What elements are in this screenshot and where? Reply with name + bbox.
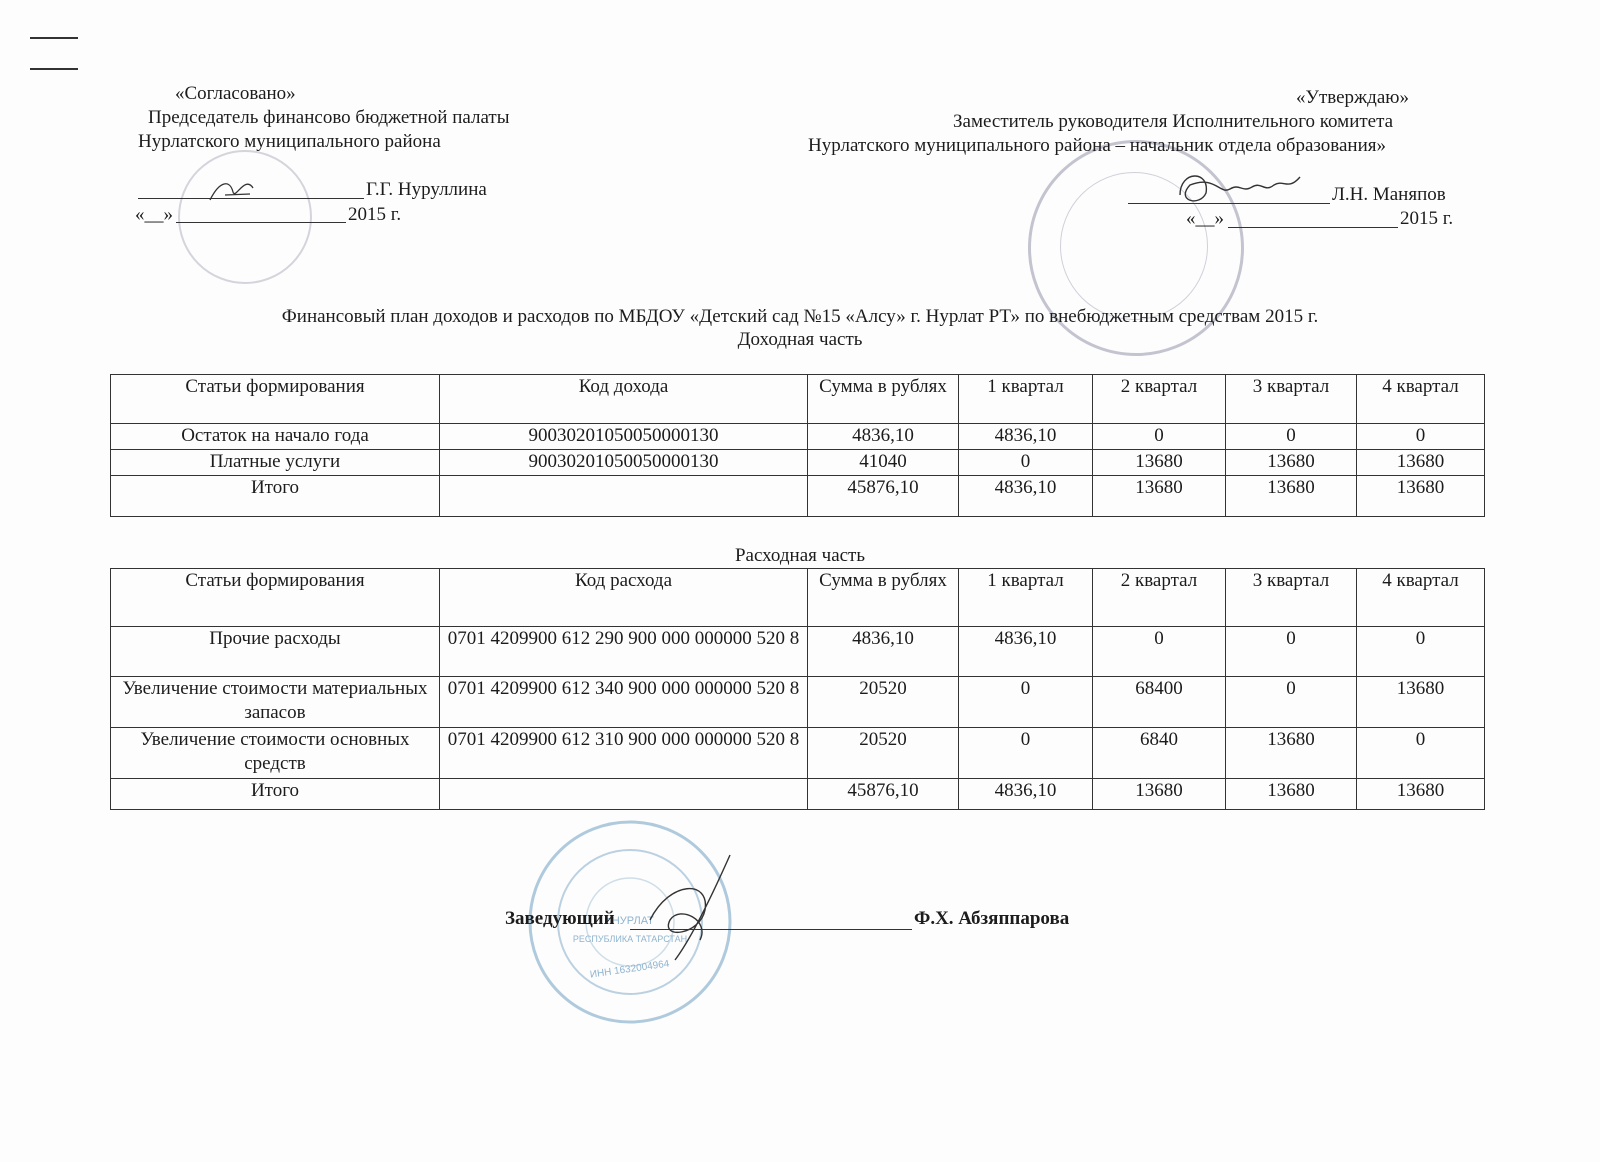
right-signatory: Л.Н. Маняпов bbox=[1332, 184, 1446, 205]
expense-table bbox=[110, 568, 1485, 810]
table-cell: 90030201050050000130 bbox=[440, 450, 808, 476]
income-header-row bbox=[111, 375, 1485, 424]
expense-header-cell: 4 квартал bbox=[1357, 569, 1485, 627]
table-cell bbox=[440, 476, 808, 517]
income-total-row bbox=[111, 476, 1485, 517]
right-approval-line1: Заместитель руководителя Исполнительного комитета bbox=[953, 111, 1394, 132]
expense-heading: Расходная часть bbox=[734, 545, 866, 566]
table-cell: 13680 bbox=[1357, 450, 1485, 476]
footer-signature-mark bbox=[620, 850, 750, 970]
table-cell: 13680 bbox=[1226, 476, 1357, 517]
table-cell: Увеличение стоимости материальных запасов bbox=[111, 677, 440, 728]
table-row bbox=[111, 677, 1485, 728]
table-cell: 4836,10 bbox=[959, 627, 1093, 677]
expense-total-row bbox=[111, 779, 1485, 810]
income-header-cell: 1 квартал bbox=[959, 375, 1093, 424]
table-cell: 13680 bbox=[1226, 779, 1357, 810]
table-cell: 4836,10 bbox=[959, 476, 1093, 517]
footer-role: Заведующий bbox=[505, 908, 615, 929]
table-cell: 0 bbox=[959, 450, 1093, 476]
table-cell bbox=[440, 779, 808, 810]
table-cell: 0 bbox=[1093, 627, 1226, 677]
table-row bbox=[111, 450, 1485, 476]
stamp-city: г.НУРЛАТ bbox=[606, 915, 654, 927]
table-cell: 4836,10 bbox=[959, 779, 1093, 810]
table-cell: Итого bbox=[111, 476, 440, 517]
expense-header-cell: 1 квартал bbox=[959, 569, 1093, 627]
table-cell: 13680 bbox=[1093, 450, 1226, 476]
income-header-cell: Сумма в рублях bbox=[808, 375, 959, 424]
table-cell: 4836,10 bbox=[808, 627, 959, 677]
table-cell: 0701 4209900 612 310 900 000 000000 520 8 bbox=[440, 728, 808, 779]
expense-header-row bbox=[111, 569, 1485, 627]
table-cell: 41040 bbox=[808, 450, 959, 476]
table-cell: 0 bbox=[1357, 728, 1485, 779]
corner-mark bbox=[30, 68, 78, 70]
table-cell: 0 bbox=[1093, 424, 1226, 450]
left-approval-line1: Председатель финансово бюджетной палаты bbox=[148, 107, 510, 128]
table-cell: 13680 bbox=[1093, 476, 1226, 517]
left-signature-mark bbox=[205, 170, 265, 210]
table-cell: Прочие расходы bbox=[111, 627, 440, 677]
table-cell: 0 bbox=[1226, 627, 1357, 677]
left-approval-line2: Нурлатского муниципального района bbox=[138, 131, 441, 152]
right-date-line bbox=[1228, 227, 1398, 228]
table-cell: 0 bbox=[959, 728, 1093, 779]
table-cell: 0 bbox=[1357, 627, 1485, 677]
table-cell: Увеличение стоимости основных средств bbox=[111, 728, 440, 779]
table-cell: 45876,10 bbox=[808, 476, 959, 517]
table-row bbox=[111, 728, 1485, 779]
table-row bbox=[111, 627, 1485, 677]
income-header-cell: Статьи формирования bbox=[111, 375, 440, 424]
corner-mark bbox=[30, 37, 78, 39]
footer-name: Ф.Х. Абзяппарова bbox=[914, 908, 1070, 929]
right-approval-line2: Нурлатского муниципального района – начальник отдела образования» bbox=[808, 135, 1386, 156]
table-cell: 0 bbox=[1357, 424, 1485, 450]
stamp-label: РЕСПУБЛИКА ТАТАРСТАН bbox=[572, 934, 688, 944]
table-cell: Остаток на начало года bbox=[111, 424, 440, 450]
table-cell: 4836,10 bbox=[808, 424, 959, 450]
income-header-cell: 2 квартал bbox=[1093, 375, 1226, 424]
table-cell: 13680 bbox=[1226, 450, 1357, 476]
table-row bbox=[111, 424, 1485, 450]
table-cell: 20520 bbox=[808, 728, 959, 779]
expense-header-cell: 3 квартал bbox=[1226, 569, 1357, 627]
table-cell: 13680 bbox=[1357, 476, 1485, 517]
table-cell: 13680 bbox=[1093, 779, 1226, 810]
table-cell: Итого bbox=[111, 779, 440, 810]
left-date-prefix: «__» bbox=[135, 204, 173, 225]
expense-header-cell: Статьи формирования bbox=[111, 569, 440, 627]
income-heading: Доходная часть bbox=[737, 329, 863, 350]
table-cell: 0701 4209900 612 290 900 000 000000 520 8 bbox=[440, 627, 808, 677]
expense-header-cell: Код расхода bbox=[440, 569, 808, 627]
document-title: Финансовый план доходов и расходов по МБДОУ «Детский сад №15 «Алсу» г. Нурлат РТ» по внебюджетным средствам 2015 г. bbox=[281, 306, 1319, 327]
income-header-cell: Код дохода bbox=[440, 375, 808, 424]
right-date-suffix: 2015 г. bbox=[1400, 208, 1454, 229]
left-approval-heading: «Согласовано» bbox=[175, 83, 296, 104]
table-cell: Платные услуги bbox=[111, 450, 440, 476]
right-approval-heading: «Утверждаю» bbox=[1296, 87, 1409, 108]
table-cell: 68400 bbox=[1093, 677, 1226, 728]
expense-header-cell: 2 квартал bbox=[1093, 569, 1226, 627]
expense-header-cell: Сумма в рублях bbox=[808, 569, 959, 627]
left-date-line bbox=[176, 222, 346, 223]
left-signatory: Г.Г. Нуруллина bbox=[366, 179, 487, 200]
income-header-cell: 3 квартал bbox=[1226, 375, 1357, 424]
stamp-inn: ИНН 1632004964 bbox=[589, 958, 671, 981]
right-date-prefix: «__» bbox=[1186, 208, 1224, 229]
table-cell: 45876,10 bbox=[808, 779, 959, 810]
table-cell: 0701 4209900 612 340 900 000 000000 520 8 bbox=[440, 677, 808, 728]
table-cell: 4836,10 bbox=[959, 424, 1093, 450]
income-table bbox=[110, 374, 1485, 517]
table-cell: 6840 bbox=[1093, 728, 1226, 779]
table-cell: 13680 bbox=[1226, 728, 1357, 779]
income-header-cell: 4 квартал bbox=[1357, 375, 1485, 424]
table-cell: 13680 bbox=[1357, 677, 1485, 728]
table-cell: 0 bbox=[959, 677, 1093, 728]
table-cell: 0 bbox=[1226, 424, 1357, 450]
table-cell: 20520 bbox=[808, 677, 959, 728]
table-cell: 13680 bbox=[1357, 779, 1485, 810]
table-cell: 0 bbox=[1226, 677, 1357, 728]
left-date-suffix: 2015 г. bbox=[348, 204, 402, 225]
table-cell: 90030201050050000130 bbox=[440, 424, 808, 450]
